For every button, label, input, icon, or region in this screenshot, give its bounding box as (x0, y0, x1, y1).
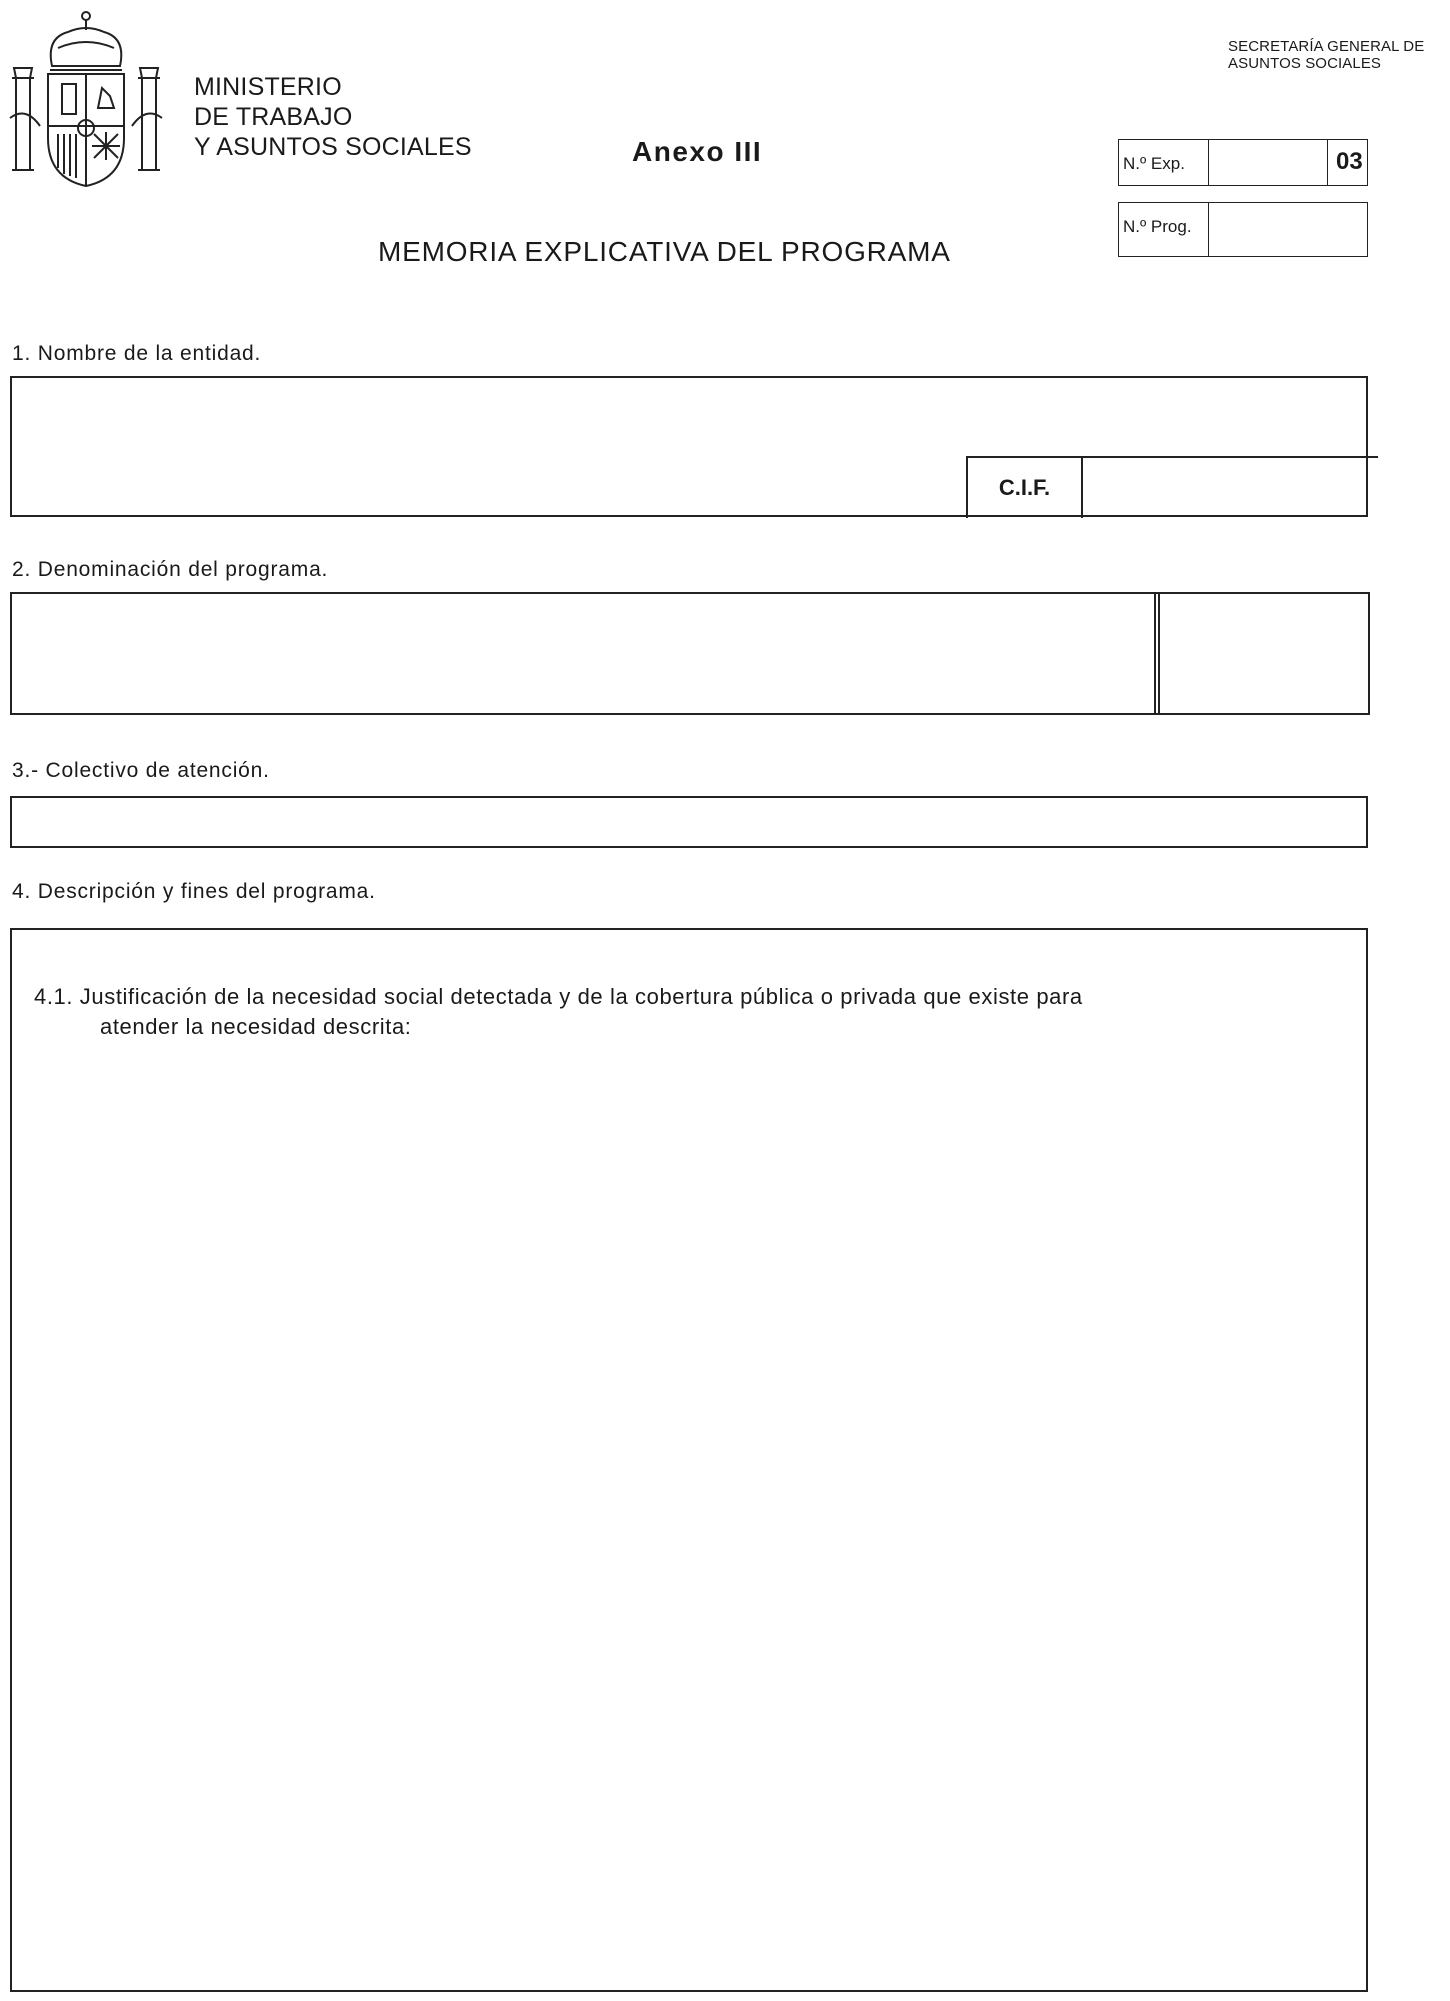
programa-number-label: N.º Prog. (1119, 203, 1209, 256)
programa-number-field[interactable] (1209, 203, 1367, 256)
coat-of-arms-logo (6, 8, 166, 190)
expediente-box (1118, 139, 1368, 186)
expediente-label: N.º Exp. (1119, 140, 1209, 185)
program-side-cell[interactable] (1154, 594, 1368, 713)
programa-number-box (1118, 202, 1368, 257)
ministry-line-3: Y ASUNTOS SOCIALES (194, 133, 472, 161)
secretaria-line-2: ASUNTOS SOCIALES (1228, 55, 1382, 72)
cif-label: C.I.F. (968, 458, 1083, 518)
section-1-label: 1. Nombre de la entidad. (12, 342, 262, 365)
program-name-field[interactable] (10, 592, 1370, 715)
secretaria-line-1: SECRETARÍA GENERAL DE (1228, 38, 1425, 55)
ministry-line-1: MINISTERIO (194, 73, 342, 101)
section-4-label: 4. Descripción y fines del programa. (12, 880, 376, 903)
target-group-field[interactable] (10, 796, 1368, 848)
anexo-label: Anexo III (632, 136, 763, 167)
ministry-line-2: DE TRABAJO (194, 103, 353, 131)
secretaria-general (1228, 38, 1424, 72)
expediente-field[interactable] (1209, 140, 1328, 185)
section-3-label: 3.- Colectivo de atención. (12, 759, 270, 782)
justification-paragraph (34, 982, 1083, 1042)
justification-line-1: 4.1. Justificación de la necesidad social detectada y de la cobertura pública o privada que existe para (34, 984, 1083, 1009)
justification-line-2: atender la necesidad descrita: (100, 1014, 412, 1039)
program-description-field[interactable] (10, 928, 1368, 1992)
entity-name-field[interactable] (10, 376, 1368, 517)
page-title: MEMORIA EXPLICATIVA DEL PROGRAMA (378, 236, 951, 267)
cif-field[interactable] (1083, 458, 1378, 518)
ministry-name (194, 72, 472, 162)
expediente-code: 03 (1336, 148, 1363, 175)
section-2-label: 2. Denominación del programa. (12, 558, 329, 581)
cif-row (966, 456, 1378, 518)
